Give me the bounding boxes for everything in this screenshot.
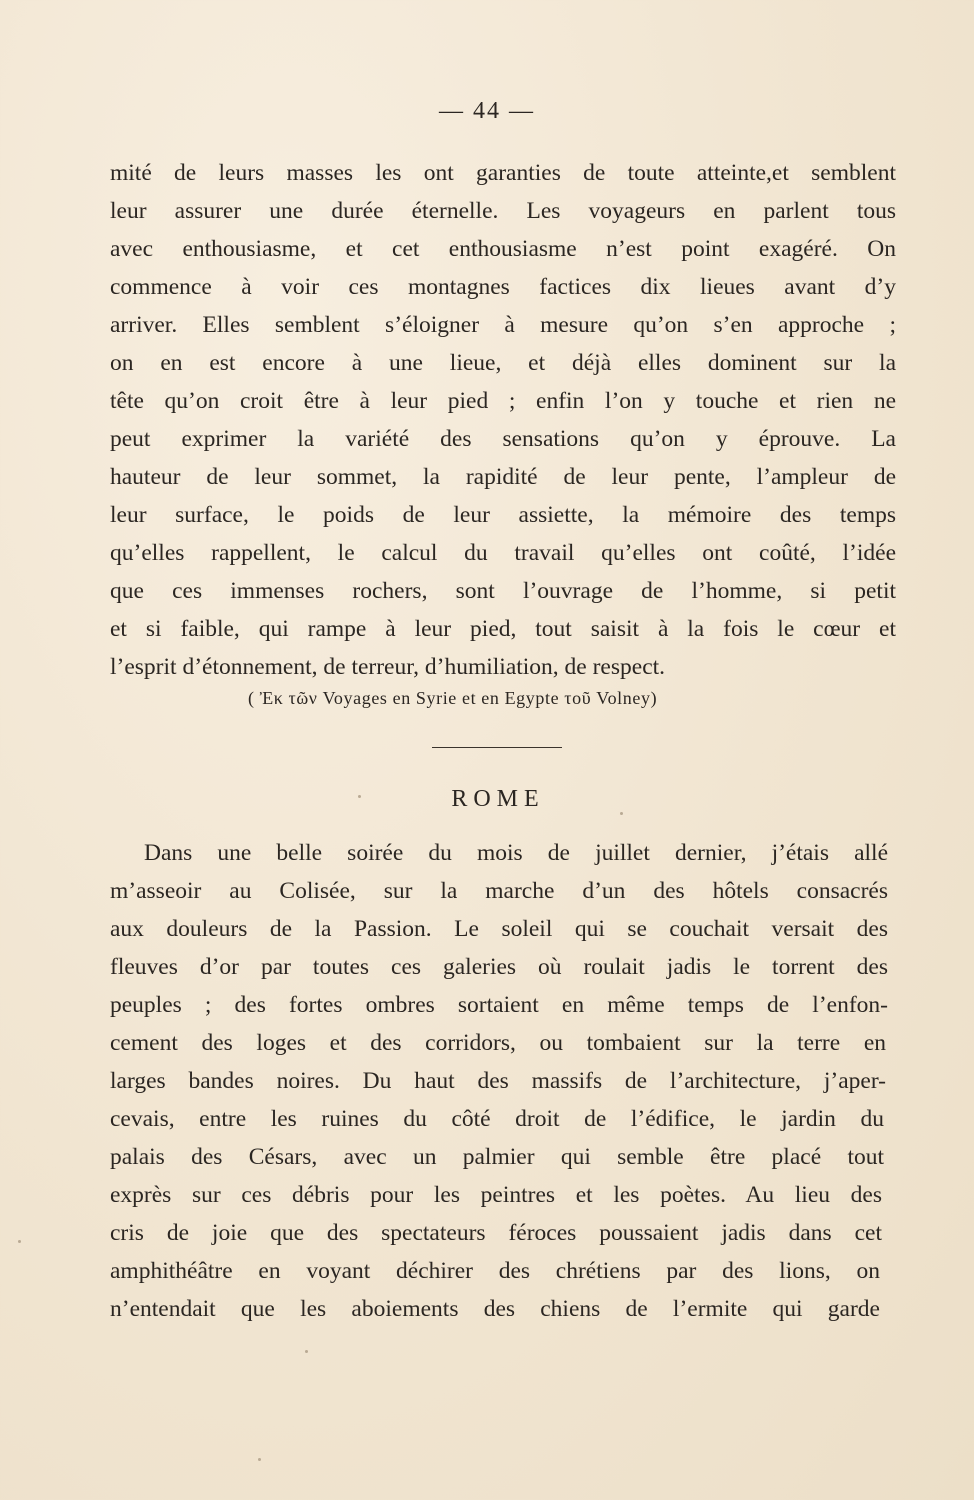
text-line: commence à voir ces montagnes factices dix lieues avant d’y xyxy=(110,274,896,300)
section-title: ROME xyxy=(451,786,545,812)
text-line: hauteur de leur sommet, la rapidité de leur pente, l’ampleur de xyxy=(110,464,896,490)
text-line: leur assurer une durée éternelle. Les voyageurs en parlent tous xyxy=(110,198,896,224)
text-line: m’asseoir au Colisée, sur la marche d’un des hôtels consacrés xyxy=(110,878,888,904)
text-line: palais des Césars, avec un palmier qui semble être placé tout xyxy=(110,1144,884,1170)
text-line: peut exprimer la variété des sensations qu’on y éprouve. La xyxy=(110,426,896,452)
text-line: mité de leurs masses les ont garanties de toute atteinte,et semblent xyxy=(110,160,896,186)
text-line: cevais, entre les ruines du côté droit de l’édifice, le jardin du xyxy=(110,1106,884,1132)
text-line: et si faible, qui rampe à leur pied, tout saisit à la fois le cœur et xyxy=(110,616,896,642)
text-line: tête qu’on croit être à leur pied ; enfin l’on y touche et rien ne xyxy=(110,388,896,414)
text-line: cement des loges et des corridors, ou tombaient sur la terre en xyxy=(110,1030,886,1056)
text-line: avec enthousiasme, et cet enthousiasme n’est point exagéré. On xyxy=(110,236,896,262)
text-line-indented: Dans une belle soirée du mois de juillet dernier, j’étais allé xyxy=(144,840,888,866)
section-divider xyxy=(432,747,562,748)
paper-speck xyxy=(358,795,361,798)
paper-speck xyxy=(305,1350,308,1353)
paper-speck xyxy=(620,812,623,815)
page-number: — 44 — xyxy=(439,98,535,124)
text-line: n’entendait que les aboiements des chiens de l’ermite qui garde xyxy=(110,1296,880,1322)
text-line: fleuves d’or par toutes ces galeries où roulait jadis le torrent des xyxy=(110,954,888,980)
text-line: on en est encore à une lieue, et déjà elles dominent sur la xyxy=(110,350,896,376)
text-line: que ces immenses rochers, sont l’ouvrage de l’homme, si petit xyxy=(110,578,896,604)
text-line-last: l’esprit d’étonnement, de terreur, d’humiliation, de respect. xyxy=(110,654,666,680)
text-line: aux douleurs de la Passion. Le soleil qui se couchait versait des xyxy=(110,916,888,942)
paper-speck xyxy=(258,1458,261,1461)
text-line: peuples ; des fortes ombres sortaient en même temps de l’enfon- xyxy=(110,992,888,1018)
text-line: cris de joie que des spectateurs féroces poussaient jadis dans cet xyxy=(110,1220,882,1246)
text-line: arriver. Elles semblent s’éloigner à mesure qu’on s’en approche ; xyxy=(110,312,896,338)
text-line: amphithéâtre en voyant déchirer des chrétiens par des lions, on xyxy=(110,1258,880,1284)
source-citation: ( Ἐκ τῶν Voyages en Syrie et en Egypte τοῦ Volney) xyxy=(248,688,658,708)
text-line: qu’elles rappellent, le calcul du travail qu’elles ont coûté, l’idée xyxy=(110,540,896,566)
text-line: larges bandes noires. Du haut des massifs de l’architecture, j’aper- xyxy=(110,1068,886,1094)
paper-speck xyxy=(18,1240,21,1243)
text-line: leur surface, le poids de leur assiette, la mémoire des temps xyxy=(110,502,896,528)
text-line: exprès sur ces débris pour les peintres et les poètes. Au lieu des xyxy=(110,1182,882,1208)
